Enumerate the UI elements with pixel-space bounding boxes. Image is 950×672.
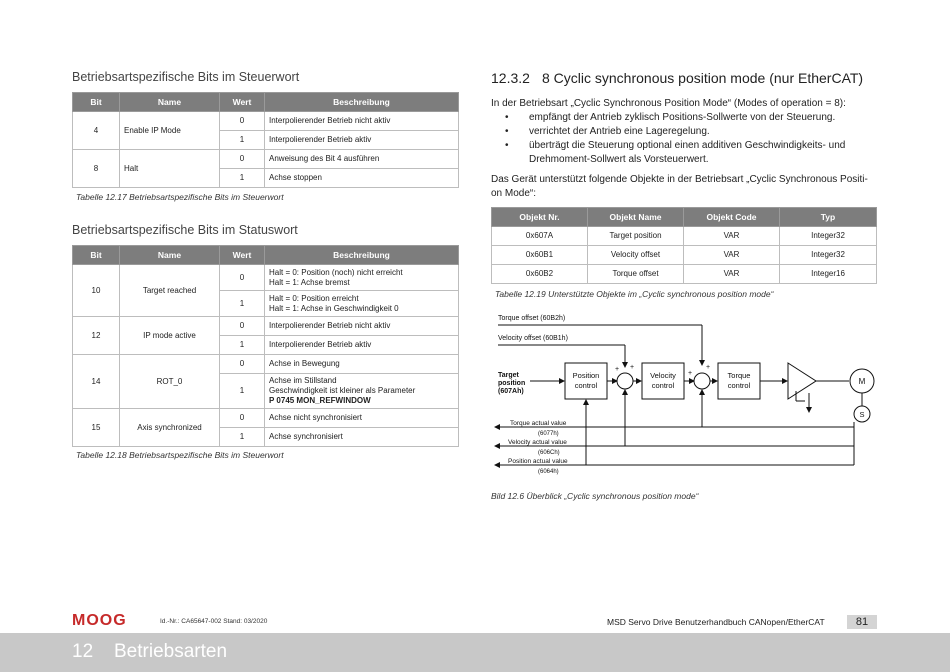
- torque-actual-index: (6077h): [538, 431, 559, 437]
- plus-sign: +: [706, 364, 711, 371]
- cell-name: ROT_0: [120, 355, 220, 409]
- cell-objekt-code: VAR: [684, 265, 780, 284]
- cell-description: Anweisung des Bit 4 ausführen: [265, 150, 459, 169]
- table1-caption: Tabelle 12.17 Betriebsartspezifische Bits im Steuerwort: [76, 192, 284, 202]
- table2-caption: Tabelle 12.18 Betriebsartspezifische Bits im Steuerwort: [76, 450, 284, 460]
- cell-bit: 8: [73, 150, 120, 188]
- figure-caption: Bild 12.6 Überblick „Cyclic synchronous position mode“: [491, 491, 699, 501]
- cell-objekt-nr: 0x607A: [492, 227, 588, 246]
- cell-bit: 12: [73, 317, 120, 355]
- cell-description: Interpolierender Betrieb aktiv: [265, 336, 459, 355]
- plus-sign: +: [688, 370, 693, 377]
- cell-objekt-name: Target position: [588, 227, 684, 246]
- col-beschreibung: Beschreibung: [265, 246, 459, 265]
- cell-value: 1: [220, 169, 265, 188]
- bullet-continuation: Drehmoment-Sollwert als Vorsteuerwert.: [529, 154, 709, 165]
- section-title: 8 Cyclic synchronous position mode (nur EtherCAT): [542, 70, 864, 86]
- cell-description: Achse in Bewegung: [265, 355, 459, 374]
- moog-logo: MOOG: [72, 612, 127, 629]
- col-wert: Wert: [220, 246, 265, 265]
- cell-description: Interpolierender Betrieb nicht aktiv: [265, 112, 459, 131]
- status-word-table: [72, 245, 459, 447]
- table1-title: Betriebsartspezifische Bits im Steuerwort: [72, 70, 300, 84]
- torque-control-text-2: control: [727, 381, 751, 390]
- control-block-diagram: [490, 305, 880, 485]
- manual-title: MSD Servo Drive Benutzerhandbuch CANopen/EtherCAT: [607, 617, 825, 627]
- desc-line: Geschwindigkeit ist kleiner als Parameter: [269, 386, 416, 395]
- para2-line2: on Mode“:: [491, 188, 537, 199]
- cell-name: Halt: [120, 150, 220, 188]
- col-typ: Typ: [780, 208, 877, 227]
- cell-bit: 10: [73, 265, 120, 317]
- cell-description: Interpolierender Betrieb aktiv: [265, 131, 459, 150]
- cell-description: Achse synchronisiert: [265, 428, 459, 447]
- list-item: • überträgt die Steuerung optional einen additiven Geschwindigkeits- und: [491, 140, 881, 152]
- cell-bit: 15: [73, 409, 120, 447]
- section-number: 12.3.2: [491, 70, 530, 86]
- velocity-offset-label: Velocity offset (60B1h): [498, 335, 568, 342]
- cell-bit: 14: [73, 355, 120, 409]
- desc-line: Halt = 0: Position erreicht: [269, 293, 359, 303]
- cell-description: [265, 374, 459, 409]
- cell-name: Target reached: [120, 265, 220, 317]
- list-item: • verrichtet der Antrieb eine Lageregelung.: [491, 126, 881, 138]
- velocity-actual-index: (606Ch): [538, 450, 560, 456]
- cell-bit: 4: [73, 112, 120, 150]
- cell-name: IP mode active: [120, 317, 220, 355]
- position-control-text-1: Position: [572, 371, 600, 380]
- col-objekt-code: Objekt Code: [684, 208, 780, 227]
- cell-typ: Integer16: [780, 265, 877, 284]
- cell-value: 0: [220, 355, 265, 374]
- list-item: • empfängt der Antrieb zyklisch Positions-Sollwerte von der Steuerung.: [491, 112, 881, 124]
- torque-actual-label: Torque actual value: [510, 420, 567, 427]
- cell-value: 0: [220, 265, 265, 291]
- para2-line1: Das Gerät unterstützt folgende Objekte in der Betriebsart „Cyclic Synchronous Positi-: [491, 174, 868, 185]
- position-control-text-2: control: [574, 381, 598, 390]
- cell-value: 0: [220, 150, 265, 169]
- col-objekt-name: Objekt Name: [588, 208, 684, 227]
- control-word-table: [72, 92, 459, 188]
- col-beschreibung: Beschreibung: [265, 93, 459, 112]
- table2-title: Betriebsartspezifische Bits im Statuswort: [72, 223, 298, 237]
- cell-objekt-nr: 0x60B1: [492, 246, 588, 265]
- velocity-control-text-1: Velocity: [650, 371, 676, 380]
- torque-offset-label: Torque offset (60B2h): [498, 315, 566, 322]
- objects-table-caption: Tabelle 12.19 Unterstützte Objekte im „Cyclic synchronous position mode“: [495, 289, 774, 299]
- cell-value: 0: [220, 112, 265, 131]
- cell-name: Axis synchronized: [120, 409, 220, 447]
- cell-name: Enable IP Mode: [120, 112, 220, 150]
- cell-objekt-nr: 0x60B2: [492, 265, 588, 284]
- cell-objekt-name: Torque offset: [588, 265, 684, 284]
- plus-sign: +: [630, 364, 635, 371]
- chapter-number: 12: [72, 641, 94, 662]
- desc-line: Halt = 1: Achse in Geschwindigkeit 0: [269, 303, 399, 313]
- cell-description: Achse stoppen: [265, 169, 459, 188]
- cell-value: 1: [220, 374, 265, 409]
- chapter-title: Betriebsarten: [114, 641, 228, 662]
- summing-junction-2: [694, 373, 710, 389]
- col-bit: Bit: [73, 93, 120, 112]
- cell-description: Interpolierender Betrieb nicht aktiv: [265, 317, 459, 336]
- col-wert: Wert: [220, 93, 265, 112]
- cell-description: [265, 265, 459, 291]
- cell-typ: Integer32: [780, 227, 877, 246]
- cell-value: 1: [220, 428, 265, 447]
- amplifier-icon: [788, 363, 816, 399]
- plus-sign: +: [615, 366, 620, 373]
- velocity-actual-label: Velocity actual value: [508, 439, 567, 446]
- desc-line: Halt = 1: Achse bremst: [269, 277, 350, 287]
- desc-line: Achse im Stillstand: [269, 376, 337, 385]
- cell-value: 0: [220, 317, 265, 336]
- cell-value: 1: [220, 291, 265, 317]
- cell-typ: Integer32: [780, 246, 877, 265]
- sensor-label: S: [859, 410, 865, 419]
- motor-label: M: [858, 377, 866, 386]
- summing-junction-1: [617, 373, 633, 389]
- cell-objekt-name: Velocity offset: [588, 246, 684, 265]
- document-id: Id.-Nr.: CA65647-002 Stand: 03/2020: [160, 618, 268, 625]
- torque-control-text-1: Torque: [727, 371, 751, 380]
- col-bit: Bit: [73, 246, 120, 265]
- cell-value: 0: [220, 409, 265, 428]
- cell-description: Achse nicht synchronisiert: [265, 409, 459, 428]
- col-name: Name: [120, 246, 220, 265]
- intro-text: In der Betriebsart „Cyclic Synchronous Position Mode“ (Modes of operation = 8):: [491, 98, 846, 109]
- cell-description: [265, 291, 459, 317]
- objects-table: [491, 207, 877, 284]
- position-actual-label: Position actual value: [508, 458, 568, 465]
- page-number: 81: [847, 615, 877, 629]
- desc-line-bold: P 0745 MON_REFWINDOW: [269, 396, 371, 405]
- cell-objekt-code: VAR: [684, 227, 780, 246]
- desc-line: Halt = 0: Position (noch) nicht erreicht: [269, 267, 403, 277]
- col-objekt-nr: Objekt Nr.: [492, 208, 588, 227]
- target-position-label: Target position (607Ah): [498, 372, 526, 395]
- cell-objekt-code: VAR: [684, 246, 780, 265]
- col-name: Name: [120, 93, 220, 112]
- cell-value: 1: [220, 336, 265, 355]
- bullet-list: [491, 112, 881, 152]
- position-actual-index: (6064h): [538, 469, 559, 475]
- velocity-control-text-2: control: [651, 381, 675, 390]
- cell-value: 1: [220, 131, 265, 150]
